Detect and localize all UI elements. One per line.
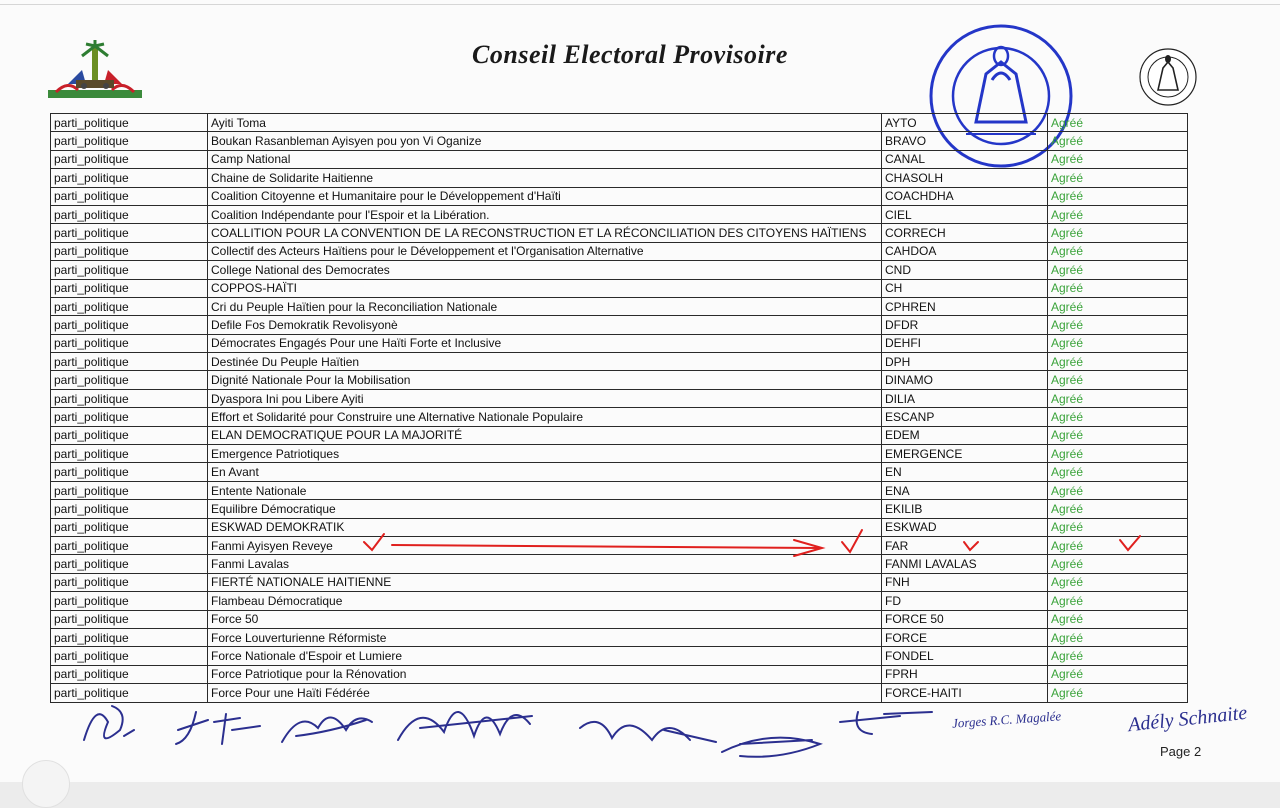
table-row xyxy=(51,279,1188,297)
cell-type: parti_politique xyxy=(51,536,208,554)
cell-status: Agréé xyxy=(1048,592,1188,610)
corner-shadow xyxy=(22,760,70,808)
cell-acronym: EN xyxy=(882,463,1048,481)
cell-type: parti_politique xyxy=(51,353,208,371)
cell-acronym: FPRH xyxy=(882,665,1048,683)
cell-type: parti_politique xyxy=(51,408,208,426)
cell-type: parti_politique xyxy=(51,297,208,315)
cell-type: parti_politique xyxy=(51,316,208,334)
table-row xyxy=(51,426,1188,444)
cell-status: Agréé xyxy=(1048,408,1188,426)
cell-status: Agréé xyxy=(1048,334,1188,352)
cell-party-name: Equilibre Démocratique xyxy=(208,500,882,518)
cell-acronym: CND xyxy=(882,261,1048,279)
cell-party-name: ELAN DEMOCRATIQUE POUR LA MAJORITÉ xyxy=(208,426,882,444)
cell-acronym: DILIA xyxy=(882,389,1048,407)
cell-status: Agréé xyxy=(1048,610,1188,628)
table-row xyxy=(51,261,1188,279)
cell-acronym: DEHFI xyxy=(882,334,1048,352)
table-row xyxy=(51,500,1188,518)
cell-party-name: Fanmi Ayisyen Reveye xyxy=(208,536,882,554)
cell-party-name: Force Louverturienne Réformiste xyxy=(208,628,882,646)
haiti-coat-of-arms-icon xyxy=(48,40,142,100)
table-row xyxy=(51,297,1188,315)
cell-status: Agréé xyxy=(1048,500,1188,518)
table-row xyxy=(51,555,1188,573)
cell-party-name: Chaine de Solidarite Haitienne xyxy=(208,169,882,187)
cell-status: Agréé xyxy=(1048,187,1188,205)
printed-signatory-name-2: Adély Schnaite xyxy=(1127,701,1249,737)
cell-type: parti_politique xyxy=(51,114,208,132)
cell-party-name: En Avant xyxy=(208,463,882,481)
cell-status: Agréé xyxy=(1048,224,1188,242)
cell-status: Agréé xyxy=(1048,463,1188,481)
cell-status: Agréé xyxy=(1048,371,1188,389)
cell-type: parti_politique xyxy=(51,389,208,407)
cell-acronym: DFDR xyxy=(882,316,1048,334)
cell-status: Agréé xyxy=(1048,114,1188,132)
cell-party-name: Destinée Du Peuple Haïtien xyxy=(208,353,882,371)
cep-round-logo-icon xyxy=(1134,46,1202,108)
cell-party-name: Defile Fos Demokratik Revolisyonè xyxy=(208,316,882,334)
cell-acronym: CAHDOA xyxy=(882,242,1048,260)
table-row xyxy=(51,150,1188,168)
cell-acronym: AYTO xyxy=(882,114,1048,132)
cell-party-name: Collectif des Acteurs Haïtiens pour le Développement et l'Organisation Alternative xyxy=(208,242,882,260)
cell-acronym: CPHREN xyxy=(882,297,1048,315)
cell-acronym: CANAL xyxy=(882,150,1048,168)
cell-party-name: Ayiti Toma xyxy=(208,114,882,132)
cell-party-name: Flambeau Démocratique xyxy=(208,592,882,610)
cell-party-name: Effort et Solidarité pour Construire une Alternative Nationale Populaire xyxy=(208,408,882,426)
cell-status: Agréé xyxy=(1048,573,1188,591)
table-row xyxy=(51,408,1188,426)
cell-party-name: Force Nationale d'Espoir et Lumiere xyxy=(208,647,882,665)
page-number: Page 2 xyxy=(1160,744,1202,759)
cell-party-name: Emergence Patriotiques xyxy=(208,445,882,463)
cell-type: parti_politique xyxy=(51,665,208,683)
cell-status: Agréé xyxy=(1048,169,1188,187)
cell-type: parti_politique xyxy=(51,169,208,187)
cell-status: Agréé xyxy=(1048,628,1188,646)
cell-status: Agréé xyxy=(1048,297,1188,315)
cell-acronym: FORCE-HAITI xyxy=(882,684,1048,702)
cell-acronym: EKILIB xyxy=(882,500,1048,518)
table-row xyxy=(51,132,1188,150)
cell-acronym: ENA xyxy=(882,481,1048,499)
table-row xyxy=(51,169,1188,187)
table-row xyxy=(51,592,1188,610)
cell-status: Agréé xyxy=(1048,684,1188,702)
cell-type: parti_politique xyxy=(51,279,208,297)
table-row xyxy=(51,187,1188,205)
cell-acronym: FANMI LAVALAS xyxy=(882,555,1048,573)
cell-status: Agréé xyxy=(1048,132,1188,150)
cell-status: Agréé xyxy=(1048,536,1188,554)
cell-party-name: COPPOS-HAÏTI xyxy=(208,279,882,297)
cell-party-name: Dyaspora Ini pou Libere Ayiti xyxy=(208,389,882,407)
cell-party-name: Démocrates Engagés Pour une Haïti Forte et Inclusive xyxy=(208,334,882,352)
table-row xyxy=(51,463,1188,481)
cell-party-name: Dignité Nationale Pour la Mobilisation xyxy=(208,371,882,389)
cell-status: Agréé xyxy=(1048,665,1188,683)
table-row xyxy=(51,334,1188,352)
cell-status: Agréé xyxy=(1048,205,1188,223)
table-row xyxy=(51,353,1188,371)
table-row xyxy=(51,536,1188,554)
cell-acronym: CH xyxy=(882,279,1048,297)
cell-acronym: EDEM xyxy=(882,426,1048,444)
cell-status: Agréé xyxy=(1048,316,1188,334)
cell-party-name: FIERTÉ NATIONALE HAITIENNE xyxy=(208,573,882,591)
cell-status: Agréé xyxy=(1048,353,1188,371)
table-row xyxy=(51,665,1188,683)
cell-type: parti_politique xyxy=(51,224,208,242)
table-row xyxy=(51,205,1188,223)
cell-type: parti_politique xyxy=(51,426,208,444)
cell-status: Agréé xyxy=(1048,279,1188,297)
cell-type: parti_politique xyxy=(51,573,208,591)
cell-status: Agréé xyxy=(1048,261,1188,279)
table-row xyxy=(51,316,1188,334)
cell-type: parti_politique xyxy=(51,445,208,463)
cell-type: parti_politique xyxy=(51,150,208,168)
cell-acronym: DINAMO xyxy=(882,371,1048,389)
cell-type: parti_politique xyxy=(51,500,208,518)
cell-type: parti_politique xyxy=(51,647,208,665)
cell-status: Agréé xyxy=(1048,426,1188,444)
cell-acronym: CIEL xyxy=(882,205,1048,223)
cell-acronym: FORCE xyxy=(882,628,1048,646)
cell-type: parti_politique xyxy=(51,610,208,628)
cell-status: Agréé xyxy=(1048,389,1188,407)
table-row xyxy=(51,573,1188,591)
cell-party-name: Coalition Citoyenne et Humanitaire pour le Développement d'Haïti xyxy=(208,187,882,205)
cell-acronym: FONDEL xyxy=(882,647,1048,665)
cell-party-name: Camp National xyxy=(208,150,882,168)
document-title: Conseil Electoral Provisoire xyxy=(472,40,788,69)
cell-type: parti_politique xyxy=(51,132,208,150)
cell-acronym: ESKWAD xyxy=(882,518,1048,536)
cell-party-name: Entente Nationale xyxy=(208,481,882,499)
cell-type: parti_politique xyxy=(51,481,208,499)
cell-status: Agréé xyxy=(1048,518,1188,536)
cell-party-name: Force 50 xyxy=(208,610,882,628)
cell-party-name: Force Pour une Haïti Fédérée xyxy=(208,684,882,702)
cell-type: parti_politique xyxy=(51,205,208,223)
cell-party-name: Boukan Rasanbleman Ayisyen pou yon Vi Oganize xyxy=(208,132,882,150)
table-row xyxy=(51,445,1188,463)
cell-type: parti_politique xyxy=(51,684,208,702)
cell-type: parti_politique xyxy=(51,592,208,610)
cell-status: Agréé xyxy=(1048,555,1188,573)
cell-type: parti_politique xyxy=(51,463,208,481)
cell-acronym: COACHDHA xyxy=(882,187,1048,205)
cell-party-name: ESKWAD DEMOKRATIK xyxy=(208,518,882,536)
table-row xyxy=(51,647,1188,665)
cell-acronym: EMERGENCE xyxy=(882,445,1048,463)
cell-status: Agréé xyxy=(1048,445,1188,463)
table-row xyxy=(51,628,1188,646)
cell-type: parti_politique xyxy=(51,334,208,352)
table-row xyxy=(51,684,1188,702)
cell-acronym: CORRECH xyxy=(882,224,1048,242)
printed-signatory-name: Jorges R.C. Magalée xyxy=(951,708,1062,731)
table-row xyxy=(51,610,1188,628)
cell-party-name: Force Patriotique pour la Rénovation xyxy=(208,665,882,683)
party-registry-body xyxy=(51,114,1188,703)
cell-acronym: FNH xyxy=(882,573,1048,591)
cell-party-name: Fanmi Lavalas xyxy=(208,555,882,573)
table-row xyxy=(51,389,1188,407)
cell-acronym: FAR xyxy=(882,536,1048,554)
cell-party-name: Cri du Peuple Haïtien pour la Reconciliation Nationale xyxy=(208,297,882,315)
cell-type: parti_politique xyxy=(51,518,208,536)
cell-acronym: ESCANP xyxy=(882,408,1048,426)
cell-acronym: FORCE 50 xyxy=(882,610,1048,628)
cell-party-name: COALLITION POUR LA CONVENTION DE LA RECONSTRUCTION ET LA RÉCONCILIATION DES CITOYENS HAÏTIENS xyxy=(208,224,882,242)
table-row xyxy=(51,481,1188,499)
cell-acronym: DPH xyxy=(882,353,1048,371)
cell-status: Agréé xyxy=(1048,647,1188,665)
table-row xyxy=(51,518,1188,536)
cell-status: Agréé xyxy=(1048,242,1188,260)
cell-party-name: Coalition Indépendante pour l'Espoir et la Libération. xyxy=(208,205,882,223)
cell-acronym: BRAVO xyxy=(882,132,1048,150)
table-row xyxy=(51,224,1188,242)
table-row xyxy=(51,371,1188,389)
cell-status: Agréé xyxy=(1048,481,1188,499)
cell-type: parti_politique xyxy=(51,242,208,260)
cell-type: parti_politique xyxy=(51,555,208,573)
cell-type: parti_politique xyxy=(51,187,208,205)
page-top-edge xyxy=(0,4,1280,5)
cell-party-name: College National des Democrates xyxy=(208,261,882,279)
table-row xyxy=(51,114,1188,132)
cell-acronym: FD xyxy=(882,592,1048,610)
cell-acronym: CHASOLH xyxy=(882,169,1048,187)
cell-type: parti_politique xyxy=(51,628,208,646)
table-row xyxy=(51,242,1188,260)
cell-type: parti_politique xyxy=(51,261,208,279)
cell-type: parti_politique xyxy=(51,371,208,389)
cell-status: Agréé xyxy=(1048,150,1188,168)
party-registry-table xyxy=(50,113,1188,703)
signatures-row xyxy=(84,706,932,757)
